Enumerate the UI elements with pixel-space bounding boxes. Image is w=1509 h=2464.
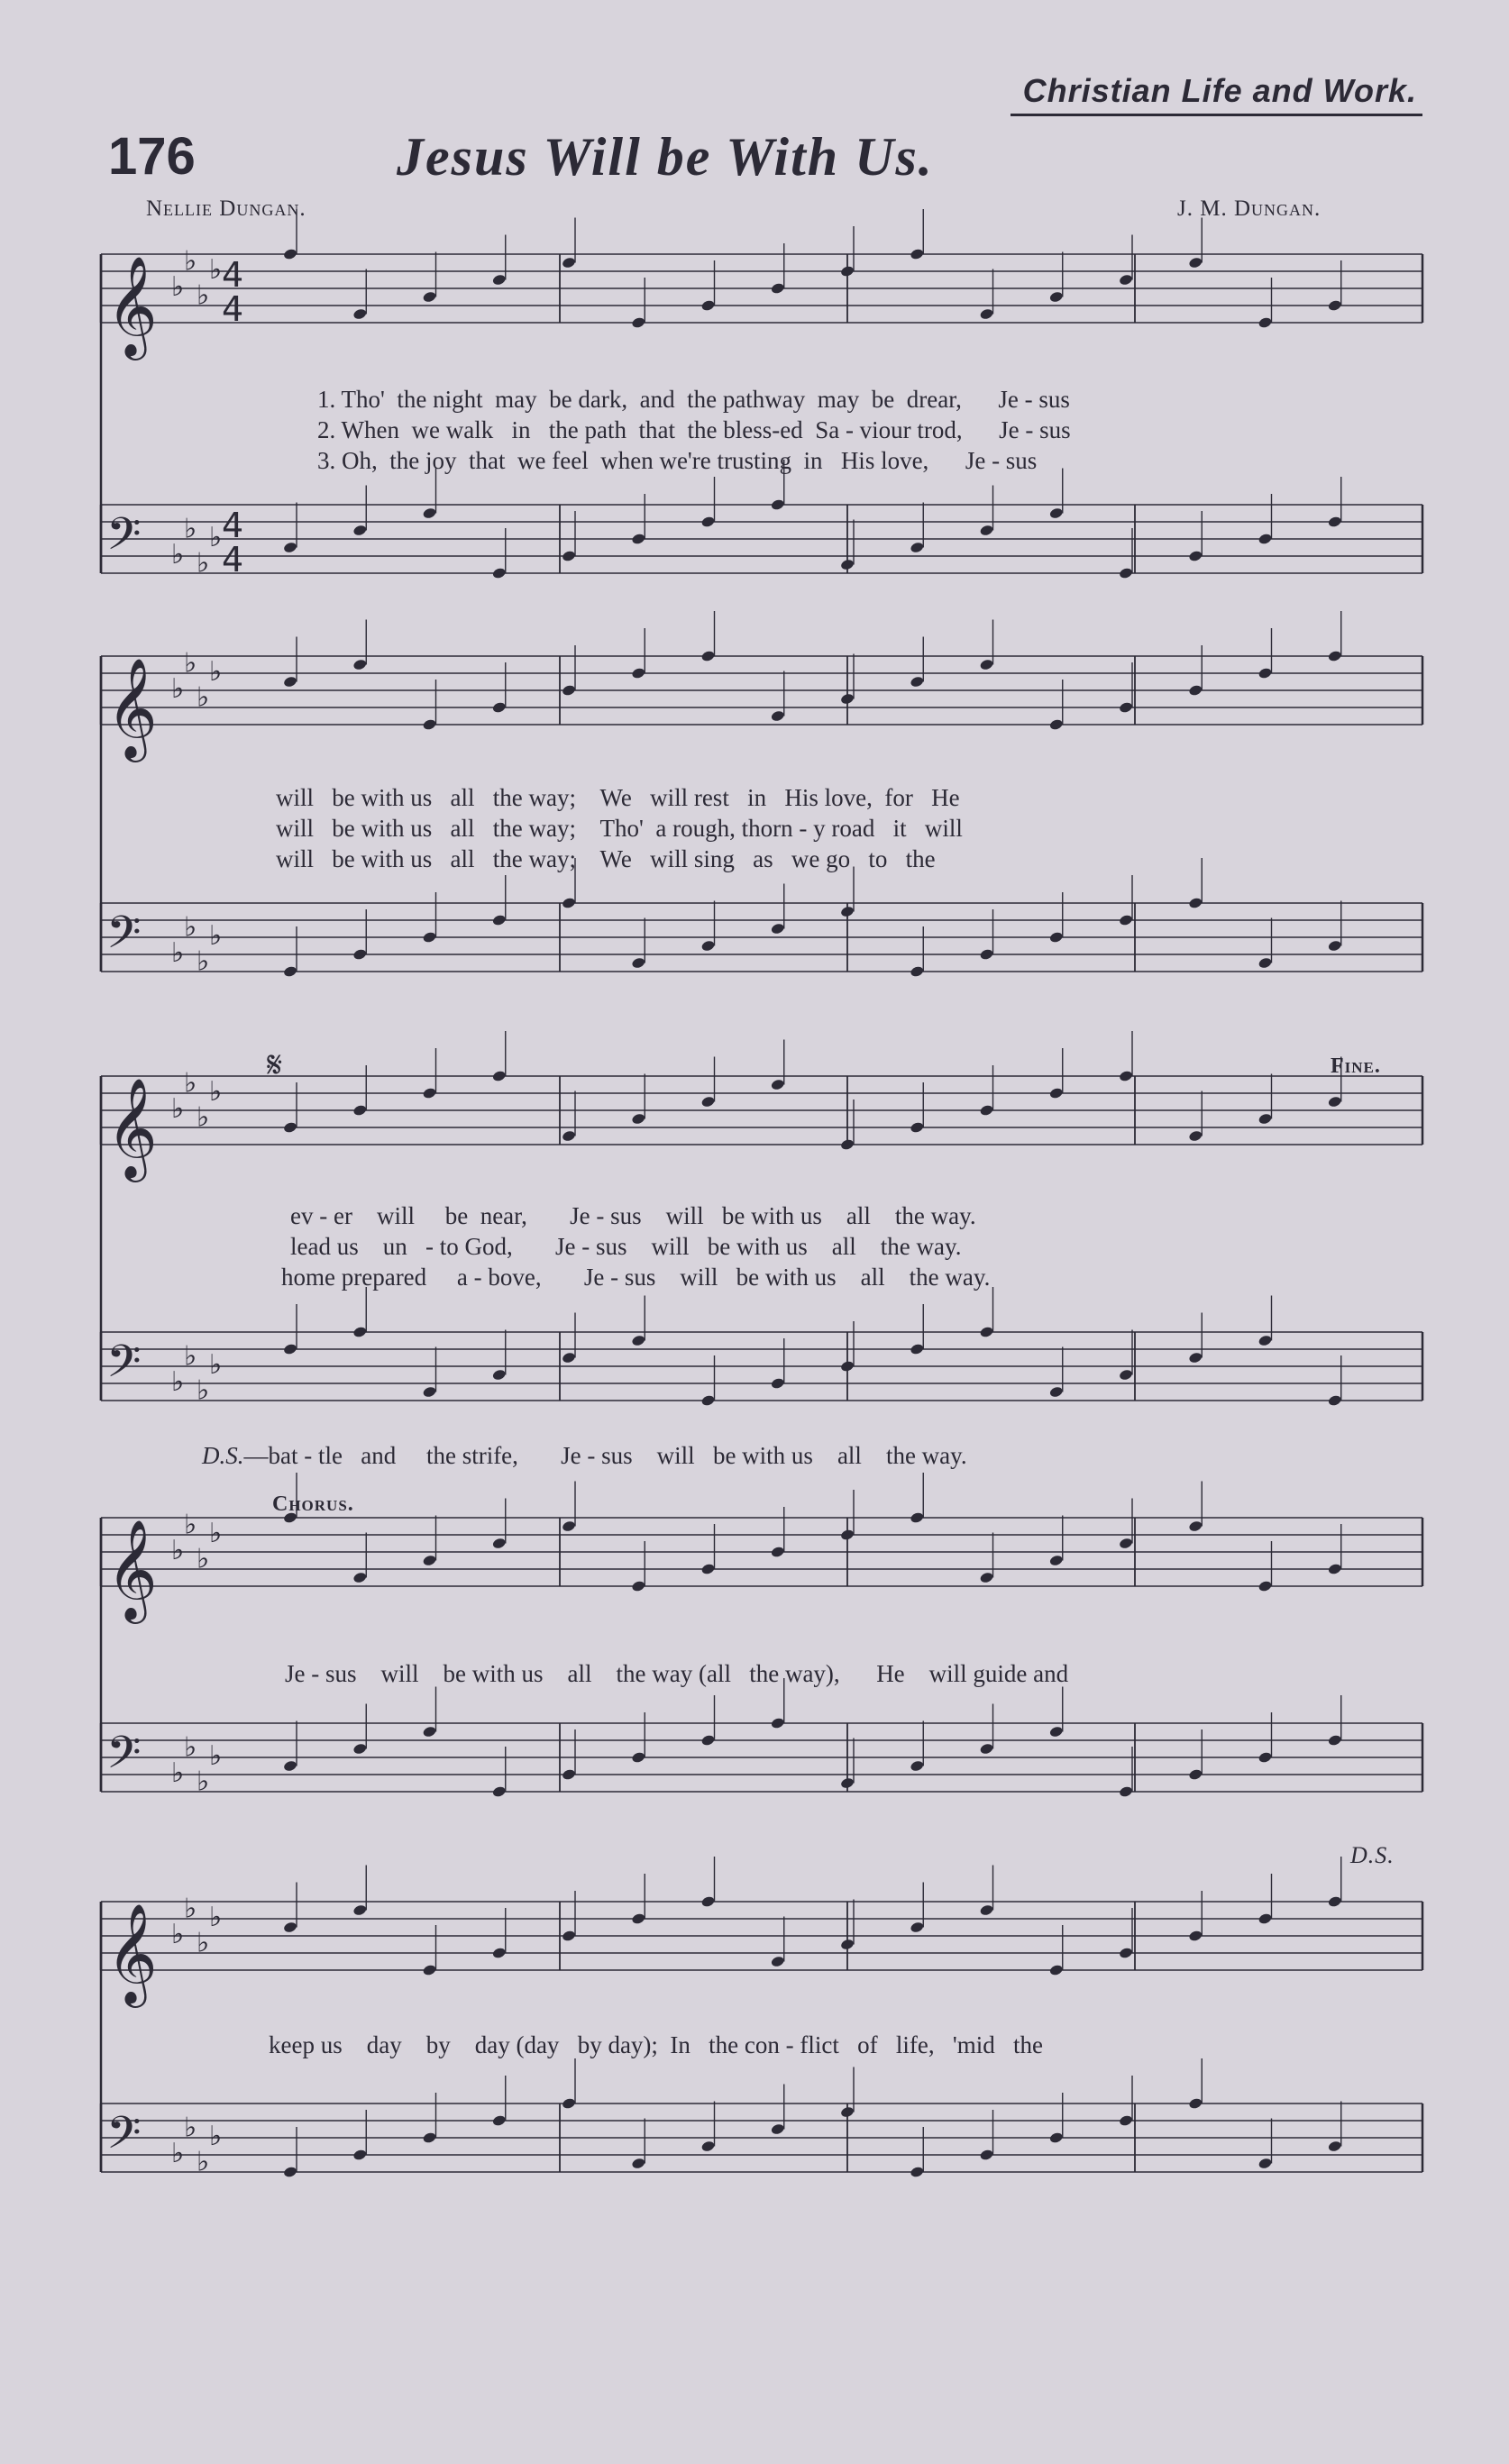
svg-text:♭: ♭ — [184, 1893, 197, 1925]
svg-text:𝄞: 𝄞 — [106, 657, 158, 758]
svg-text:4: 4 — [222, 289, 244, 329]
section-title: Christian Life and Work. — [1011, 72, 1422, 116]
svg-text:♭: ♭ — [209, 656, 223, 688]
svg-text:𝄞: 𝄞 — [106, 1077, 158, 1178]
svg-text:♭: ♭ — [171, 1093, 185, 1125]
svg-text:♭: ♭ — [209, 1518, 223, 1549]
svg-text:♭: ♭ — [184, 245, 197, 278]
svg-text:♭: ♭ — [209, 1076, 223, 1108]
svg-text:♭: ♭ — [197, 2146, 210, 2178]
ds-line: D.S.—bat - tle and the strife, Je - sus will be with us all the way. — [202, 1442, 967, 1469]
chorus-label: Chorus. — [272, 1492, 354, 1516]
verse1-line3: ev - er will be near, Je - sus will be with us all the way. — [290, 1202, 976, 1229]
svg-text:♭: ♭ — [184, 1067, 197, 1100]
lyricist-credit: Nellie Dungan. — [146, 196, 306, 221]
svg-text:♭: ♭ — [197, 945, 210, 978]
verse1-line2: will be with us all the way; We will rest in His love, for He — [276, 784, 960, 811]
svg-text:♭: ♭ — [197, 279, 210, 312]
svg-text:♭: ♭ — [209, 1902, 223, 1933]
svg-text:𝄞: 𝄞 — [106, 1519, 158, 1620]
svg-text:♭: ♭ — [171, 1366, 185, 1398]
svg-text:♭: ♭ — [184, 647, 197, 680]
svg-text:𝄢: 𝄢 — [106, 2107, 142, 2170]
svg-text:♭: ♭ — [184, 1509, 197, 1541]
svg-text:♭: ♭ — [171, 673, 185, 705]
svg-text:♭: ♭ — [171, 271, 185, 303]
verse3-line3: home prepared a - bove, Je - sus will be with us all the way. — [281, 1264, 991, 1291]
svg-text:♭: ♭ — [184, 1340, 197, 1373]
svg-text:♭: ♭ — [197, 1927, 210, 1959]
verse2-line1: 2. When we walk in the path that the bless-ed Sa - viour trod, Je - sus — [317, 416, 1071, 443]
svg-text:♭: ♭ — [209, 1349, 223, 1381]
svg-text:4: 4 — [222, 506, 244, 545]
svg-text:♭: ♭ — [184, 911, 197, 944]
composer-credit: J. M. Dungan. — [1177, 196, 1322, 221]
svg-text:♭: ♭ — [209, 1740, 223, 1772]
svg-text:♭: ♭ — [209, 2121, 223, 2152]
svg-text:♭: ♭ — [184, 2112, 197, 2144]
svg-text:♭: ♭ — [171, 539, 185, 570]
svg-text:4: 4 — [222, 255, 244, 295]
verse2-line2: will be with us all the way; Tho' a rough, thorn - y road it will — [276, 815, 963, 842]
svg-text:♭: ♭ — [184, 1731, 197, 1764]
svg-text:♭: ♭ — [197, 681, 210, 714]
svg-text:♭: ♭ — [171, 1535, 185, 1566]
svg-text:♭: ♭ — [184, 513, 197, 545]
svg-text:𝄢: 𝄢 — [106, 907, 142, 970]
svg-text:♭: ♭ — [197, 1543, 210, 1575]
svg-text:♭: ♭ — [209, 254, 223, 286]
svg-text:♭: ♭ — [171, 2138, 185, 2169]
verse3-line1: 3. Oh, the joy that we feel when we're trusting in His love, Je - sus — [317, 447, 1038, 474]
chorus-lyric-line2: keep us day by day (day by day); In the con - flict of life, 'mid the — [269, 2031, 1043, 2058]
verse3-line2: will be with us all the way; We will sing as we go to the — [276, 845, 936, 872]
svg-text:𝄞: 𝄞 — [106, 1903, 158, 2003]
chorus-lyric-line1: Je - sus will be with us all the way (all the way), He will guide and — [285, 1660, 1069, 1687]
svg-text:♭: ♭ — [171, 937, 185, 969]
svg-text:♭: ♭ — [209, 920, 223, 952]
verse1-line1: 1. Tho' the night may be dark, and the pathway may be drear, Je - sus — [317, 386, 1070, 413]
svg-text:♭: ♭ — [197, 1766, 210, 1798]
ds-label: D.S. — [1350, 1842, 1395, 1868]
verse2-line3: lead us un - to God, Je - sus will be with us all the way. — [290, 1233, 962, 1260]
svg-text:𝄢: 𝄢 — [106, 508, 142, 571]
svg-text:♭: ♭ — [197, 547, 210, 579]
svg-text:𝄢: 𝄢 — [106, 1727, 142, 1790]
svg-text:𝄢: 𝄢 — [106, 1336, 142, 1399]
segno-sign: 𝄋 — [267, 1045, 283, 1085]
hymn-number: 176 — [108, 127, 196, 186]
fine-label: Fine. — [1331, 1054, 1381, 1078]
svg-text:♭: ♭ — [197, 1101, 210, 1134]
hymn-title: Jesus Will be With Us. — [397, 127, 934, 187]
svg-text:♭: ♭ — [197, 1374, 210, 1407]
svg-text:𝄞: 𝄞 — [106, 255, 158, 356]
svg-text:4: 4 — [222, 540, 244, 579]
svg-text:♭: ♭ — [171, 1757, 185, 1789]
svg-text:♭: ♭ — [209, 522, 223, 553]
svg-text:♭: ♭ — [171, 1919, 185, 1950]
